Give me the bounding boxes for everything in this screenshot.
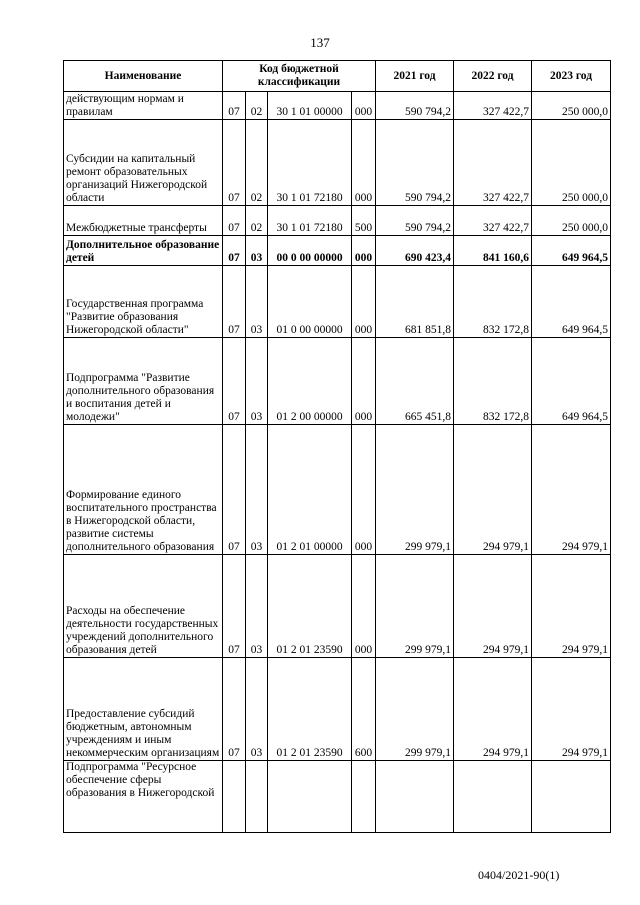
row-value-2021: 299 979,1: [376, 555, 454, 658]
row-name: Предоставление субсидий бюджетным, автономным учреждениям и иным некоммерческим организациям: [64, 658, 223, 761]
row-value-2022: 327 422,7: [454, 206, 532, 236]
row-subsection: 03: [246, 266, 268, 338]
row-subsection: 02: [246, 120, 268, 206]
row-value-2023: 294 979,1: [532, 425, 611, 555]
row-value-2022: 841 160,6: [454, 236, 532, 266]
row-value-2023: 250 000,0: [532, 92, 611, 120]
row-expense-type: 000: [352, 338, 376, 425]
row-expense-type: 000: [352, 266, 376, 338]
row-expense-type: 000: [352, 120, 376, 206]
row-name: Субсидии на капитальный ремонт образовательных организаций Нижегородской области: [64, 120, 223, 206]
row-value-2021: [376, 761, 454, 833]
row-target-article: 01 2 01 23590: [268, 555, 352, 658]
row-value-2023: [532, 761, 611, 833]
row-name: Расходы на обеспечение деятельности государственных учреждений дополнительного образования детей: [64, 555, 223, 658]
row-section: 07: [223, 236, 246, 266]
table-row-section-total: [64, 236, 611, 266]
table-row: [64, 206, 611, 236]
row-name: действующим нормам и правилам: [64, 92, 223, 120]
row-target-article: [268, 761, 352, 833]
row-value-2023: 649 964,5: [532, 236, 611, 266]
row-expense-type: 000: [352, 555, 376, 658]
table-row-continued: [64, 761, 611, 833]
row-value-2023: 294 979,1: [532, 555, 611, 658]
row-target-article: 01 0 00 00000: [268, 266, 352, 338]
table-header-row: [64, 61, 611, 92]
header-2023: 2023 год: [532, 61, 611, 92]
row-subsection: 03: [246, 236, 268, 266]
row-target-article: 01 2 01 23590: [268, 658, 352, 761]
row-target-article: 00 0 00 00000: [268, 236, 352, 266]
row-value-2023: 250 000,0: [532, 120, 611, 206]
row-value-2023: 649 964,5: [532, 338, 611, 425]
row-section: 07: [223, 425, 246, 555]
row-value-2023: 649 964,5: [532, 266, 611, 338]
row-value-2023: 250 000,0: [532, 206, 611, 236]
header-name: Наименование: [64, 61, 223, 92]
table-row: [64, 266, 611, 338]
row-name: Государственная программа "Развитие образования Нижегородской области": [64, 266, 223, 338]
row-name: Межбюджетные трансферты: [64, 206, 223, 236]
row-subsection: 02: [246, 92, 268, 120]
table-row: [64, 425, 611, 555]
row-expense-type: 600: [352, 658, 376, 761]
row-value-2021: 590 794,2: [376, 92, 454, 120]
table-row: [64, 120, 611, 206]
row-target-article: 30 1 01 72180: [268, 120, 352, 206]
row-section: 07: [223, 555, 246, 658]
row-target-article: 30 1 01 00000: [268, 92, 352, 120]
table-row: [64, 92, 611, 120]
table-row: [64, 338, 611, 425]
row-value-2021: 690 423,4: [376, 236, 454, 266]
header-2022: 2022 год: [454, 61, 532, 92]
row-value-2021: 590 794,2: [376, 120, 454, 206]
row-expense-type: [352, 761, 376, 833]
row-section: [223, 761, 246, 833]
row-value-2022: 294 979,1: [454, 425, 532, 555]
row-subsection: [246, 761, 268, 833]
budget-table: [63, 60, 611, 833]
table-row: [64, 555, 611, 658]
row-value-2021: 681 851,8: [376, 266, 454, 338]
row-value-2022: 327 422,7: [454, 92, 532, 120]
row-name: Подпрограмма "Ресурсное обеспечение сферы образования в Нижегородской: [64, 761, 223, 833]
row-target-article: 01 2 00 00000: [268, 338, 352, 425]
row-expense-type: 000: [352, 236, 376, 266]
table-body: [64, 92, 611, 833]
row-subsection: 03: [246, 338, 268, 425]
row-value-2023: 294 979,1: [532, 658, 611, 761]
document-number: 0404/2021-90(1): [478, 868, 560, 882]
row-target-article: 01 2 01 00000: [268, 425, 352, 555]
row-subsection: 02: [246, 206, 268, 236]
row-section: 07: [223, 92, 246, 120]
page-number: 137: [310, 35, 330, 50]
row-name: Дополнительное образование детей: [64, 236, 223, 266]
row-value-2022: 832 172,8: [454, 338, 532, 425]
row-expense-type: 000: [352, 425, 376, 555]
row-expense-type: 000: [352, 92, 376, 120]
row-value-2022: 832 172,8: [454, 266, 532, 338]
row-value-2021: 299 979,1: [376, 658, 454, 761]
header-code: Код бюджетной классификации: [223, 61, 376, 92]
row-value-2022: 294 979,1: [454, 555, 532, 658]
row-value-2021: 665 451,8: [376, 338, 454, 425]
row-section: 07: [223, 338, 246, 425]
row-subsection: 03: [246, 658, 268, 761]
row-section: 07: [223, 206, 246, 236]
row-section: 07: [223, 120, 246, 206]
row-value-2022: [454, 761, 532, 833]
row-subsection: 03: [246, 555, 268, 658]
row-value-2021: 299 979,1: [376, 425, 454, 555]
row-name: Формирование единого воспитательного пространства в Нижегородской области, развитие системы дополнительного образования: [64, 425, 223, 555]
row-value-2021: 590 794,2: [376, 206, 454, 236]
header-2021: 2021 год: [376, 61, 454, 92]
row-target-article: 30 1 01 72180: [268, 206, 352, 236]
row-name: Подпрограмма "Развитие дополнительного образования и воспитания детей и молодежи": [64, 338, 223, 425]
row-expense-type: 500: [352, 206, 376, 236]
row-value-2022: 294 979,1: [454, 658, 532, 761]
row-subsection: 03: [246, 425, 268, 555]
row-value-2022: 327 422,7: [454, 120, 532, 206]
row-section: 07: [223, 266, 246, 338]
table-row: [64, 658, 611, 761]
row-section: 07: [223, 658, 246, 761]
